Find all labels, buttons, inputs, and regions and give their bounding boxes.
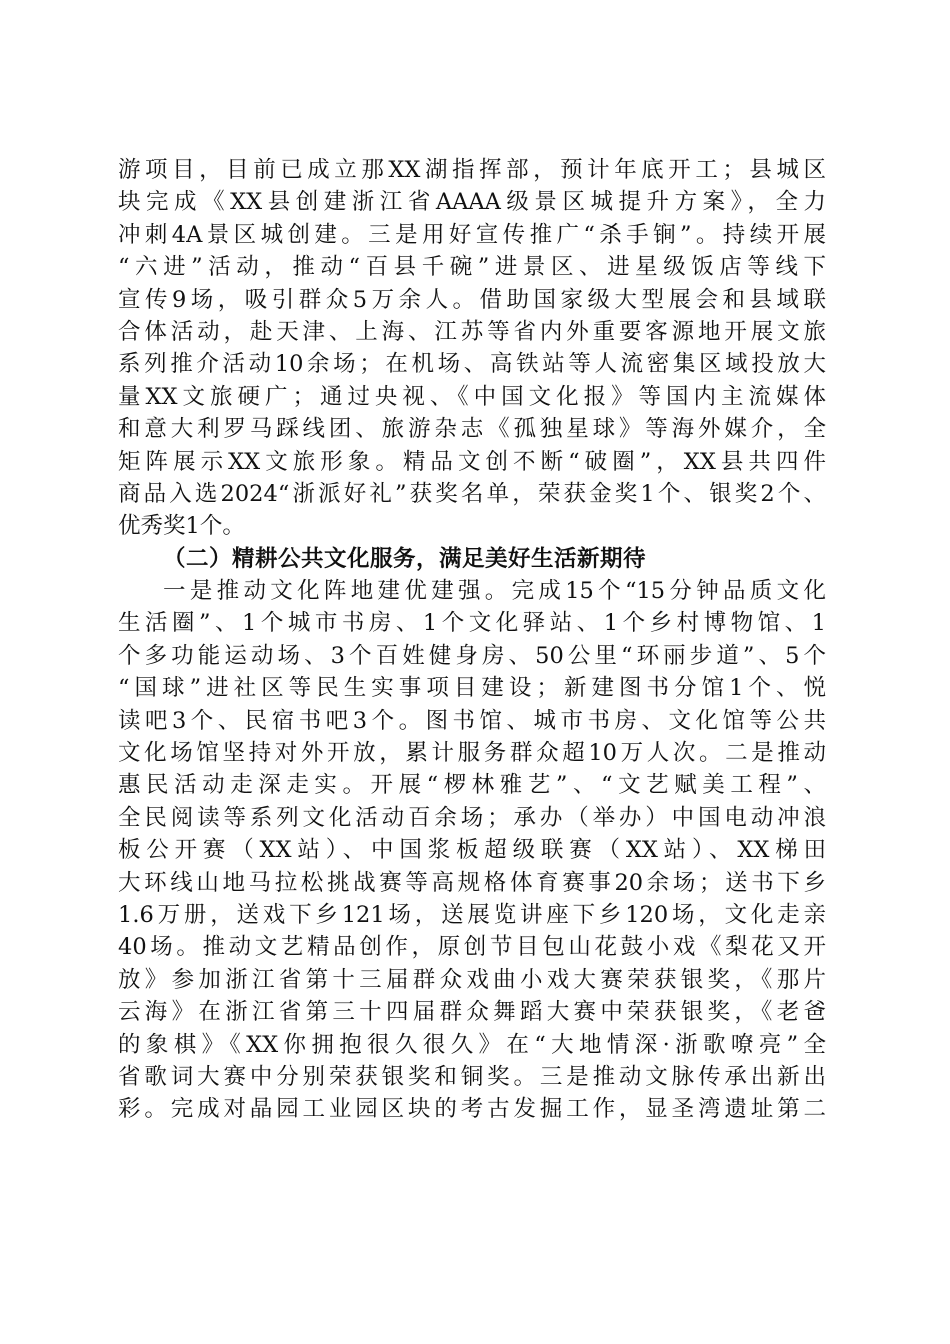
text-line: 一是推动文化阵地建优建强。完成15个“15分钟品质文化 xyxy=(163,578,826,605)
text-line: 块完成《XX县创建浙江省AAAA级景区城提升方案》，全力 xyxy=(118,189,826,216)
text-line: 个多功能运动场、3个百姓健身房、50公里“环丽步道”、5个 xyxy=(118,642,826,669)
text-line: 云海》在浙江省第三十四届群众舞蹈大赛中荣获银奖，《老爸 xyxy=(118,999,826,1026)
text-line: 商品入选2024“浙派好礼”获奖名单，荣获金奖1个、银奖2个、 xyxy=(118,480,826,507)
text-line: 宣传9场，吸引群众5万余人。借助国家级大型展会和县域联 xyxy=(118,286,826,313)
text-line: 和意大利罗马踩线团、旅游杂志《孤独星球》等海外媒介，全 xyxy=(118,416,826,443)
text-line: 读吧3个、民宿书吧3个。图书馆、城市书房、文化馆等公共 xyxy=(118,707,826,734)
text-line: 的象棋》《XX你拥抱很久很久》在“大地情深·浙歌嘹亮”全 xyxy=(118,1031,826,1058)
text-line: 惠民活动走深走实。开展“椤林雅艺”、“文艺赋美工程”、 xyxy=(118,772,826,799)
paragraph-public-culture xyxy=(118,575,826,1126)
text-line: “六进”活动，推动“百县千碗”进景区、进星级饭店等线下 xyxy=(118,254,826,281)
text-line: “国球”进社区等民生实事项目建设；新建图书分馆1个、悦 xyxy=(118,675,826,702)
text-line: 冲刺4A景区城创建。三是用好宣传推广“杀手锏”。持续开展 xyxy=(118,221,826,248)
text-line: 全民阅读等系列文化活动百余场；承办（举办）中国电动冲浪 xyxy=(118,804,826,831)
text-line: 游项目，目前已成立那XX湖指挥部，预计年底开工；县城区 xyxy=(118,157,826,183)
text-line: 生活圈”、1个城市书房、1个文化驿站、1个乡村博物馆、1 xyxy=(118,610,826,637)
paragraph-tourism-promotion xyxy=(118,154,826,543)
text-line: 矩阵展示XX文旅形象。精品文创不断“破圈”，XX县共四件 xyxy=(118,448,826,475)
text-line: 省歌词大赛中分别荣获银奖和铜奖。三是推动文脉传承出新出 xyxy=(118,1063,826,1090)
text-line: 放》参加浙江省第十三届群众戏曲小戏大赛荣获银奖，《那片 xyxy=(118,966,826,993)
text-line: 量XX文旅硬广；通过央视、《中国文化报》等国内主流媒体 xyxy=(118,383,826,410)
text-line: 大环线山地马拉松挑战赛等高规格体育赛事20余场；送书下乡 xyxy=(118,869,826,896)
text-line: 合体活动，赴天津、上海、江苏等省内外重要客源地开展文旅 xyxy=(118,318,826,345)
text-line: 文化场馆坚持对外开放，累计服务群众超10万人次。二是推动 xyxy=(118,740,826,767)
text-line: 1.6万册，送戏下乡121场，送展览讲座下乡120场，文化走亲 xyxy=(118,901,826,928)
document-body xyxy=(118,154,826,1126)
section-heading: （二）精耕公共文化服务，满足美好生活新期待 xyxy=(163,545,647,572)
text-line: 板公开赛（XX站）、中国浆板超级联赛（XX站）、XX梯田 xyxy=(118,837,826,864)
text-line: 系列推介活动10余场；在机场、高铁站等人流密集区域投放大 xyxy=(118,351,826,378)
text-line: 40场。推动文艺精品创作，原创节目包山花鼓小戏《梨花又开 xyxy=(118,934,826,961)
text-line: 彩。完成对晶园工业园区块的考古发掘工作，显圣湾遗址第二 xyxy=(118,1096,826,1123)
text-line: 优秀奖1个。 xyxy=(118,513,245,540)
